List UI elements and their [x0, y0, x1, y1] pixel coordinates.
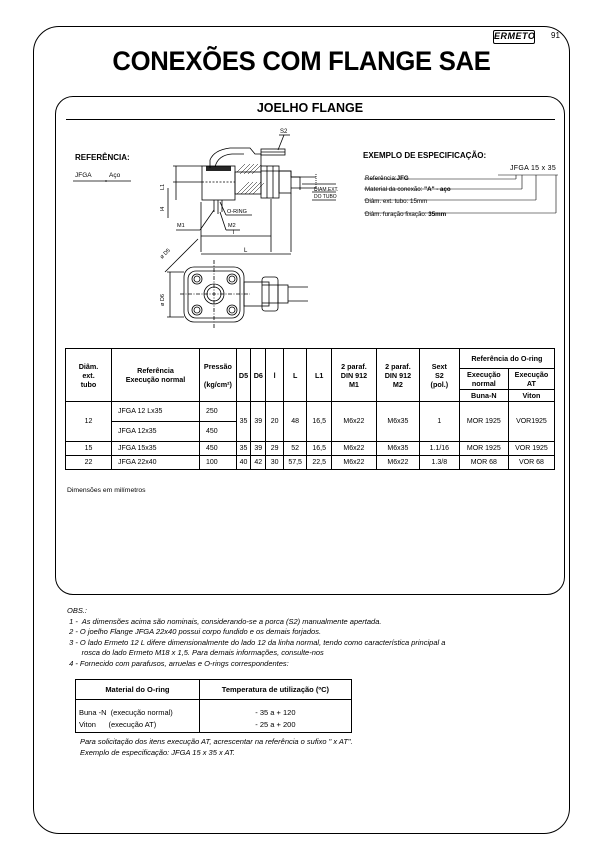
cell-material: Buna -N (execução normal)	[76, 700, 200, 719]
header-paraf-m1: 2 paraf. DIN 912 M1	[331, 349, 376, 402]
header-paraf-m2: 2 paraf. DIN 912 M2	[376, 349, 419, 402]
header-viton: Viton	[508, 390, 554, 402]
cell-l: 29	[266, 442, 283, 456]
cell-buna: MOR 1925	[459, 442, 508, 456]
header-exec-normal: Execução normal	[459, 369, 508, 390]
cell-l: 30	[266, 456, 283, 470]
label-l-small: l	[233, 230, 235, 236]
title-divider	[66, 119, 555, 120]
cell-pressure: 250	[200, 402, 237, 422]
page-number: 91	[551, 31, 560, 40]
table-row	[76, 719, 352, 733]
header-pressure: Pressão (kg/cm²)	[200, 349, 237, 402]
cell-d5: 40	[236, 456, 250, 470]
cell-viton: VOR1925	[508, 402, 554, 442]
obs-item: 2 - O joelho Flange JFGA 22x40 possui corpo fundido e os demais forjados.	[67, 627, 322, 636]
dimensions-note: Dimensões em milímetros	[67, 487, 146, 494]
reference-code: JFGA	[75, 172, 92, 179]
cell-ref: JFGA 12x35	[112, 422, 200, 442]
label-m1: M1	[177, 223, 185, 229]
cell-temp: - 35 a + 120	[199, 700, 351, 719]
obs-item: 1 - As dimensões acima são nominais, considerando-se a porca (S2) manualmente apertada.	[67, 616, 382, 626]
example-code: JFGA 15 x 35	[510, 165, 557, 172]
cell-sext: 1.3/8	[419, 456, 459, 470]
header-reference: Referência Execução normal	[112, 349, 200, 402]
table-row	[76, 700, 352, 719]
solicit-line: Para solicitação dos itens execução AT, acrescentar na referência o sufixo " x AT".	[80, 737, 353, 746]
observations	[67, 606, 445, 669]
cell-d6: 42	[251, 456, 266, 470]
header-buna: Buna-N	[459, 390, 508, 402]
cell-buna: MOR 68	[459, 456, 508, 470]
obs-title: OBS.:	[67, 606, 88, 615]
page-title: CONEXÕES COM FLANGE SAE	[112, 46, 491, 76]
cell-m1: M6x22	[331, 456, 376, 470]
label-d5: ø D5	[159, 247, 172, 261]
cell-temp: - 25 a + 200	[199, 719, 351, 733]
oring-col-material: Material do O-ring	[76, 680, 200, 700]
cell-d5: 35	[236, 442, 250, 456]
table-row	[66, 442, 555, 456]
cell-L: 48	[283, 402, 307, 442]
header-sext: Sext S2 (pol.)	[419, 349, 459, 402]
ermeto-logo: ERMETO	[493, 30, 535, 44]
cell-l: 20	[266, 402, 283, 442]
cell-diam: 15	[66, 442, 112, 456]
header-oring-ref: Referência do O-ring	[459, 349, 554, 369]
cell-pressure: 450	[200, 422, 237, 442]
label-o-ring: O-RING	[227, 209, 247, 215]
cell-m1: M6x22	[331, 442, 376, 456]
obs-item: 3 - O lado Ermeto 12 L difere dimensionalmente do lado 12 da linha normal, tendo como característica principal a	[67, 637, 446, 647]
cell-diam: 12	[66, 402, 112, 442]
example-label: EXEMPLO DE ESPECIFICAÇÃO:	[363, 151, 487, 160]
obs-item: rosca do lado Ermeto M18 x 1,5. Para demais informações, consulte-nos	[67, 648, 324, 657]
cell-L: 57,5	[283, 456, 307, 470]
reference-label: REFERÊNCIA:	[75, 153, 130, 162]
cell-m2: M6x35	[376, 442, 419, 456]
elbow-flange-drawing	[140, 122, 355, 342]
cell-pressure: 450	[200, 442, 237, 456]
cell-d5: 35	[236, 402, 250, 442]
cell-l1: 22,5	[307, 456, 332, 470]
cell-l1: 16,5	[307, 402, 332, 442]
cell-ref: JFGA 22x40	[112, 456, 200, 470]
cell-l1: 16,5	[307, 442, 332, 456]
label-l4: l4	[160, 206, 166, 211]
solicit-line: Exemplo de especificação: JFGA 15 x 35 x AT.	[80, 748, 235, 757]
reference-material: Aço	[109, 172, 121, 179]
cell-m1: M6x22	[331, 402, 376, 442]
label-s2: S2	[280, 129, 288, 135]
cell-d6: 39	[251, 442, 266, 456]
reference-underline	[73, 180, 133, 184]
header-l1: L1	[307, 349, 332, 402]
header-exec-at: Execução AT	[508, 369, 554, 390]
cell-ref: JFGA 15x35	[112, 442, 200, 456]
section-title: JOELHO FLANGE	[256, 101, 364, 115]
at-solicitation-note	[80, 736, 353, 758]
label-diam-ext: DIAM.EXT.	[314, 187, 339, 193]
label-m2: M2	[228, 223, 236, 229]
cell-m2: M6x35	[376, 402, 419, 442]
label-d6: ø D6	[160, 294, 166, 306]
cell-diam: 22	[66, 456, 112, 470]
table-row	[66, 402, 555, 422]
obs-item: 4 - Fornecido com parafusos, arruelas e O-rings correspondentes:	[67, 658, 289, 668]
label-l1: L1	[160, 183, 166, 190]
dimensions-table	[65, 348, 555, 470]
example-hole-line: Diâm. furação fixação: 35mm	[365, 211, 447, 218]
cell-material: Viton (execução AT)	[76, 719, 200, 733]
header-l-big: L	[283, 349, 307, 402]
example-material-line: Material da conexão: "A" - aço	[365, 186, 451, 193]
header-l-small: l	[266, 349, 283, 402]
example-ref-line: Referência:JFG	[365, 175, 409, 182]
example-tube-line: Diâm. ext. tubo: 15mm	[365, 198, 428, 205]
header-d6: D6	[251, 349, 266, 402]
cell-sext: 1.1/16	[419, 442, 459, 456]
label-do-tubo: DO TUBO	[314, 194, 337, 200]
label-l-big: L	[244, 248, 248, 254]
cell-buna: MOR 1925	[459, 402, 508, 442]
table-row	[66, 456, 555, 470]
cell-ref: JFGA 12 Lx35	[112, 402, 200, 422]
cell-d6: 39	[251, 402, 266, 442]
cell-L: 52	[283, 442, 307, 456]
cell-pressure: 100	[200, 456, 237, 470]
oring-temperature-table	[75, 679, 352, 733]
cell-m2: M6x22	[376, 456, 419, 470]
oring-col-temp: Temperatura de utilização (ºC)	[199, 680, 351, 700]
cell-sext: 1	[419, 402, 459, 442]
header-diam: Diâm. ext. tubo	[66, 349, 112, 402]
cell-viton: VOR 1925	[508, 442, 554, 456]
header-d5: D5	[236, 349, 250, 402]
cell-viton: VOR 68	[508, 456, 554, 470]
